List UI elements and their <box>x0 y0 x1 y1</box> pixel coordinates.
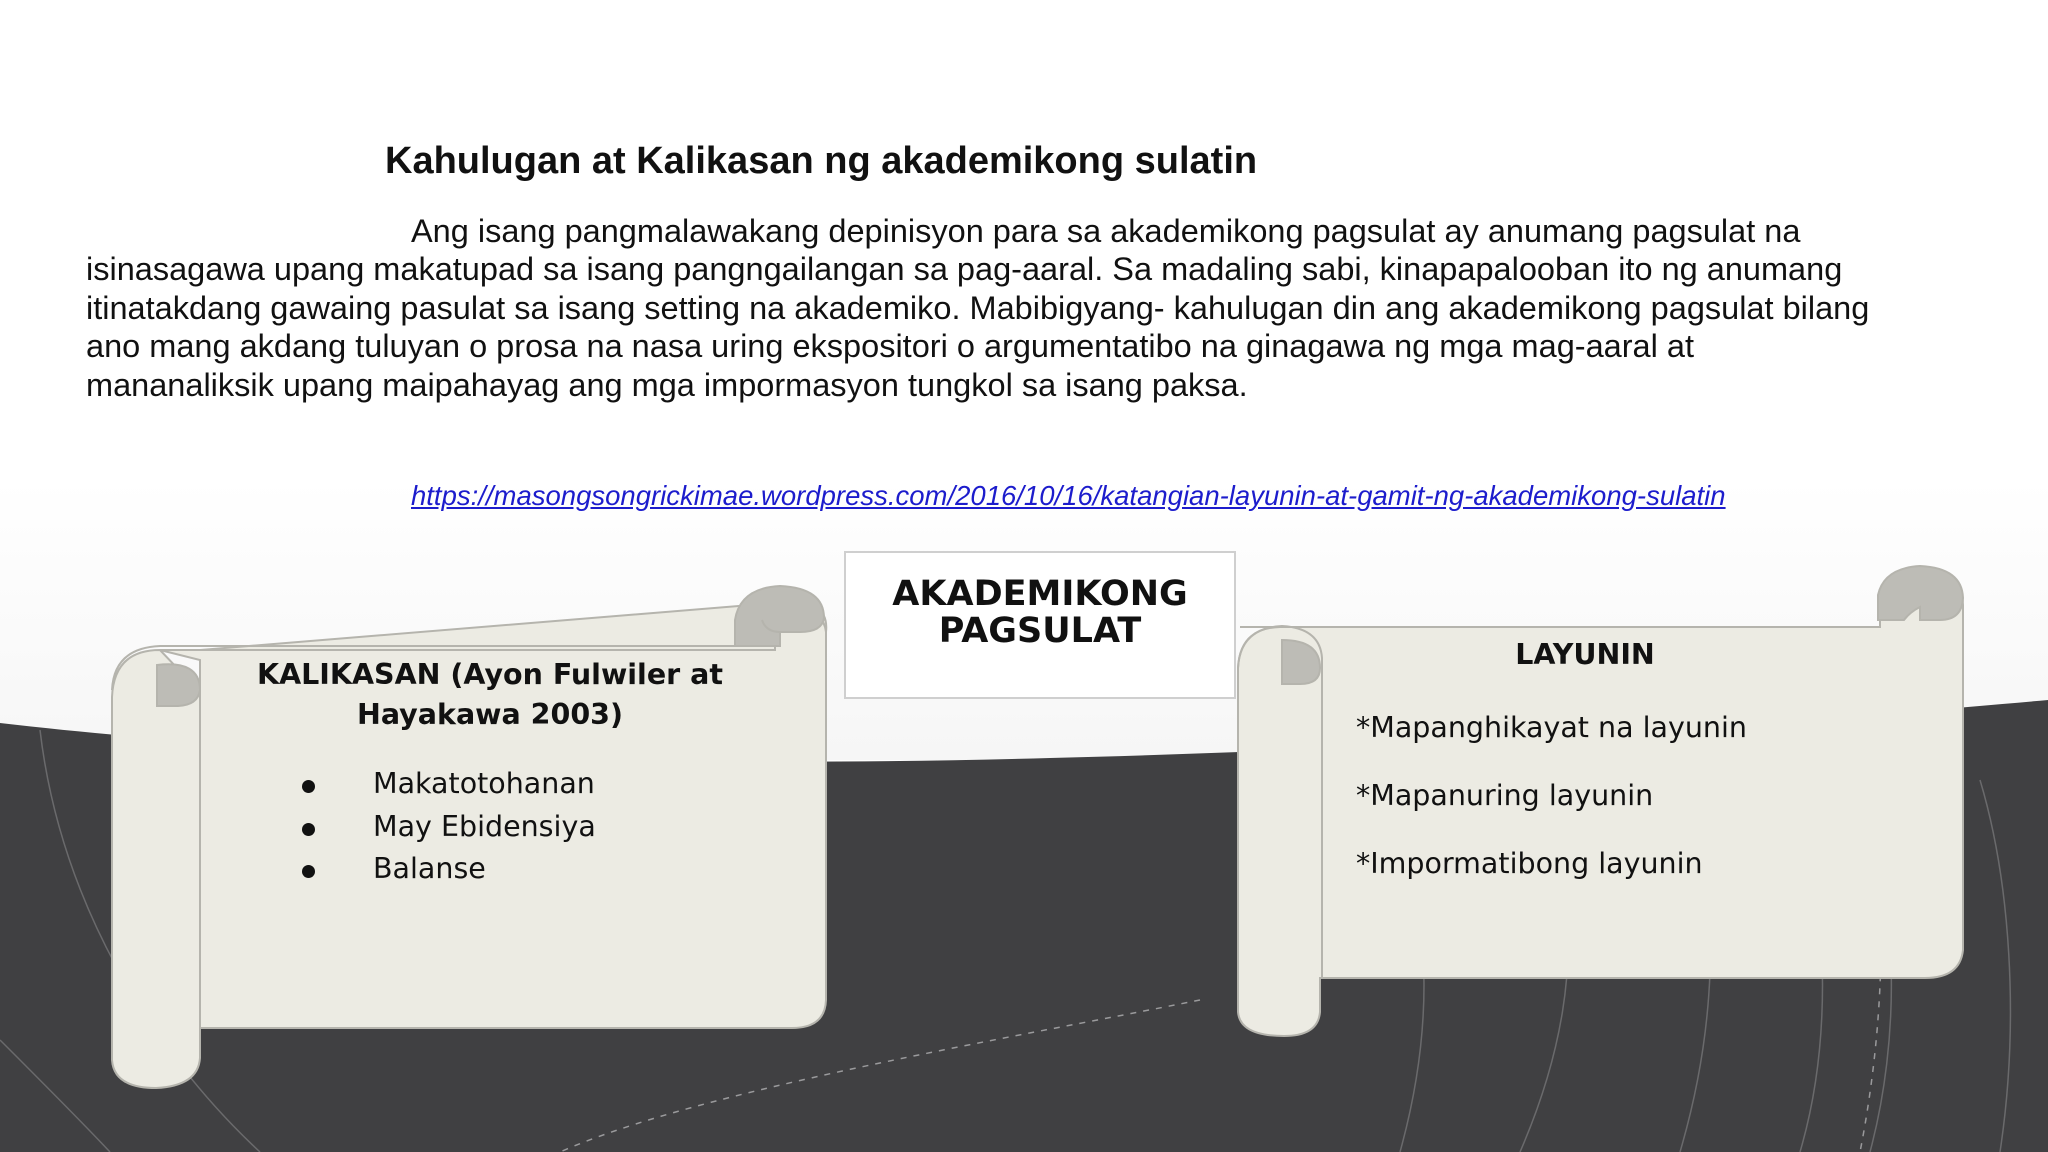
akademikong-pagsulat-box <box>844 551 1236 699</box>
list-item: *Mapanuring layunin <box>1356 779 1654 812</box>
definition-text: Ang isang pangmalawakang depinisyon para sa akademikong pagsulat ay anumang pagsulat na isinasagawa upang makatupad sa isang pangngailangan sa pag-aaral. Sa madaling sabi, kinapapalooban ito ng anumang itinatakdang gawaing pasulat sa isang setting na akademiko. Mabibigyang- kahulugan din ang akademikong pagsulat bilang ano mang akdang tuluyan o prosa na nasa uring ekspositori o argumentatibo na ginagawa ng mga mag-aaral at mananaliksik upang maipahayag ang mga impormasyon tungkol sa isang paksa. <box>86 213 1870 403</box>
kalikasan-list <box>300 763 596 891</box>
center-box-line2: PAGSULAT <box>938 611 1142 651</box>
slide-title: Kahulugan at Kalikasan ng akademikong sulatin <box>385 140 1258 182</box>
list-item-text: May Ebidensiya <box>373 809 596 843</box>
bullet-icon <box>302 823 315 836</box>
source-link-text[interactable]: https://masongsongrickimae.wordpress.com/2016/10/16/katangian-layunin-at-gamit-ng-akademikong-sulatin <box>411 480 1726 511</box>
kalikasan-heading <box>210 655 770 735</box>
list-item <box>300 806 596 849</box>
list-item: *Mapanghikayat na layunin <box>1356 711 1747 744</box>
kalikasan-heading-line1: KALIKASAN (Ayon Fulwiler at <box>257 658 723 691</box>
source-link[interactable] <box>86 480 1806 511</box>
center-box-line1: AKADEMIKONG <box>892 574 1188 614</box>
list-item <box>300 763 596 806</box>
layunin-heading: LAYUNIN <box>1515 638 1655 671</box>
list-item-text: Balanse <box>373 852 486 885</box>
list-item: *Impormatibong layunin <box>1356 847 1703 880</box>
bullet-icon <box>302 865 315 878</box>
list-item-text: Makatotohanan <box>373 767 595 800</box>
list-item <box>300 848 596 891</box>
layunin-list <box>1356 700 1747 904</box>
bullet-icon <box>302 780 315 793</box>
definition-paragraph <box>86 212 1876 404</box>
center-box-label <box>892 574 1188 656</box>
kalikasan-heading-line2: Hayakawa 2003) <box>356 698 624 731</box>
